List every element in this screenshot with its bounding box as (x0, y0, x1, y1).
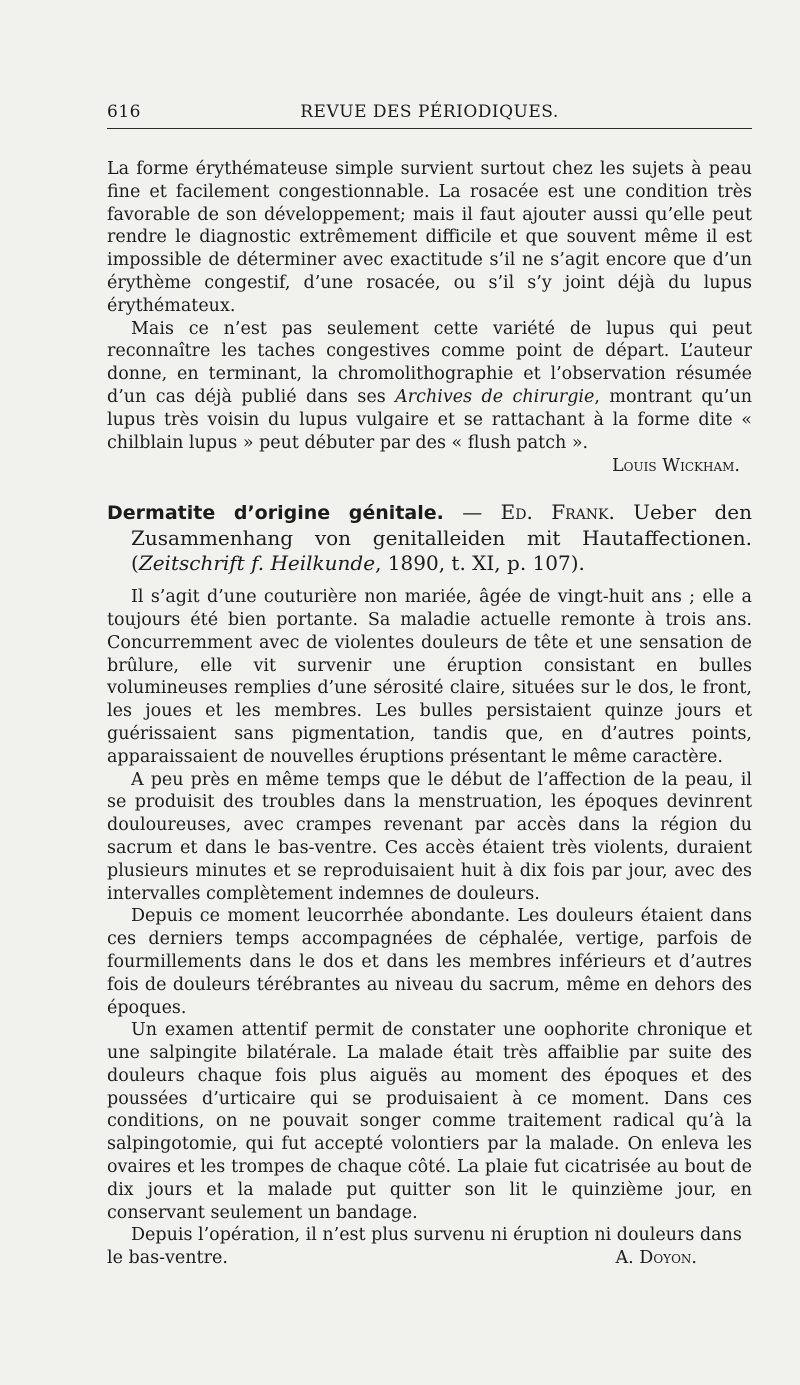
section-heading (107, 500, 752, 576)
paragraph-text: Mais ce n’est pas seulement cette variété de lupus qui peut reconnaître les taches congestives comme point de départ. L’auteur donne, en terminant, la chromolithographie et l’observation résumée d’un cas déjà publié dans ses (107, 318, 752, 407)
paragraph: A peu près en même temps que le début de l’affection de la peau, il se produisit des troubles dans la menstruation, les époques devinrent douloureuses, avec crampes revenant par accès dans la région du sacrum et dans le bas-ventre. Ces accès étaient très violents, duraient plusieurs minutes et se reproduisaient huit à dix fois par jour, avec des intervalles complètement indemnes de douleurs. (107, 769, 752, 904)
running-title: REVUE DES PÉRIODIQUES. (300, 102, 559, 122)
last-line (107, 1247, 752, 1270)
paragraph: Depuis ce moment leucorrhée abondante. Les douleurs étaient dans ces derniers temps accompagnées de céphalée, vertige, parfois de fourmillements dans le dos et dans les membres inférieurs et d’autres fois de douleurs térébrantes au niveau du sacrum, même en dehors des époques. (107, 906, 752, 1018)
article-body (107, 158, 752, 1270)
journal-title: Zeitschrift f. Heilkunde (138, 551, 376, 576)
reference-end: , 1890, t. XI, p. 107). (375, 551, 585, 576)
journal-title: Archives de chirurgie (395, 386, 595, 407)
reference-text: Ueber den Zusammenhang von genitalleiden mit Hautaffectionen. ( (131, 500, 753, 576)
heading-dash: — (443, 500, 501, 525)
paragraph: La forme érythémateuse simple survient surtout chez les sujets à peau fine et facilement congestionnable. La rosacée est une condition très favorable de son développement; mais il faut ajouter aussi qu’elle peut rendre le diagnostic extrêmement difficile et que souvent même il est impossible de déterminer avec exactitude s’il ne s’agit encore que d’un érythème congestif, d’une rosacée, ou s’il s’y joint déjà du lupus érythémateux. (107, 159, 752, 316)
paragraph-text: , montrant qu’un lupus très voisin du lupus vulgaire et se rattachant à la forme dite « chilblain lupus » peut débuter par des « flush patch ». (107, 386, 752, 453)
signature: Louis Wickham. (612, 456, 740, 477)
paragraph: Depuis l’opération, il n’est plus survenu ni éruption ni douleurs dans (131, 1225, 742, 1246)
page-number: 616 (107, 102, 141, 122)
paragraph: Il s’agit d’une couturière non mariée, âgée de vingt-huit ans ; elle a toujours été bien portante. Sa maladie actuelle remonte à trois ans. Concurremment avec de violentes douleurs de tête et une sensation de brûlure, elle vit survenir une éruption consistant en bulles volumineuses remplies d’une sérosité claire, situées sur le dos, le front, les joues et les membres. Les bulles persistaient quinze jours et guérissaient sans pigmentation, tandis que, en d’autres points, apparaissaient de nouvelles éruptions présentant le même caractère. (107, 587, 752, 767)
paragraph-end: le bas-ventre. (107, 1248, 228, 1269)
section-author: Ed. Frank. (500, 500, 615, 525)
signature: A. Doyon. (615, 1248, 697, 1269)
paragraph (107, 318, 752, 455)
header-rule (107, 128, 752, 129)
section-title: Dermatite d’origine génitale. (107, 502, 444, 525)
paragraph: Un examen attentif permit de constater une oophorite chronique et une salpingite bilatérale. La malade était très affaiblie par suite des douleurs chaque fois plus aiguës au moment des époques et des poussées d’urticaire qui se produisaient à ce moment. Dans ces conditions, on ne pouvait songer comme traitement radical qu’à la salpingotomie, qui fut accepté volontiers par la malade. On enleva les ovaires et les trompes de chaque côté. La plaie fut cicatrisée au bout de dix jours et la malade put quitter son lit le quinzième jour, en conservant seulement un bandage. (107, 1020, 752, 1223)
